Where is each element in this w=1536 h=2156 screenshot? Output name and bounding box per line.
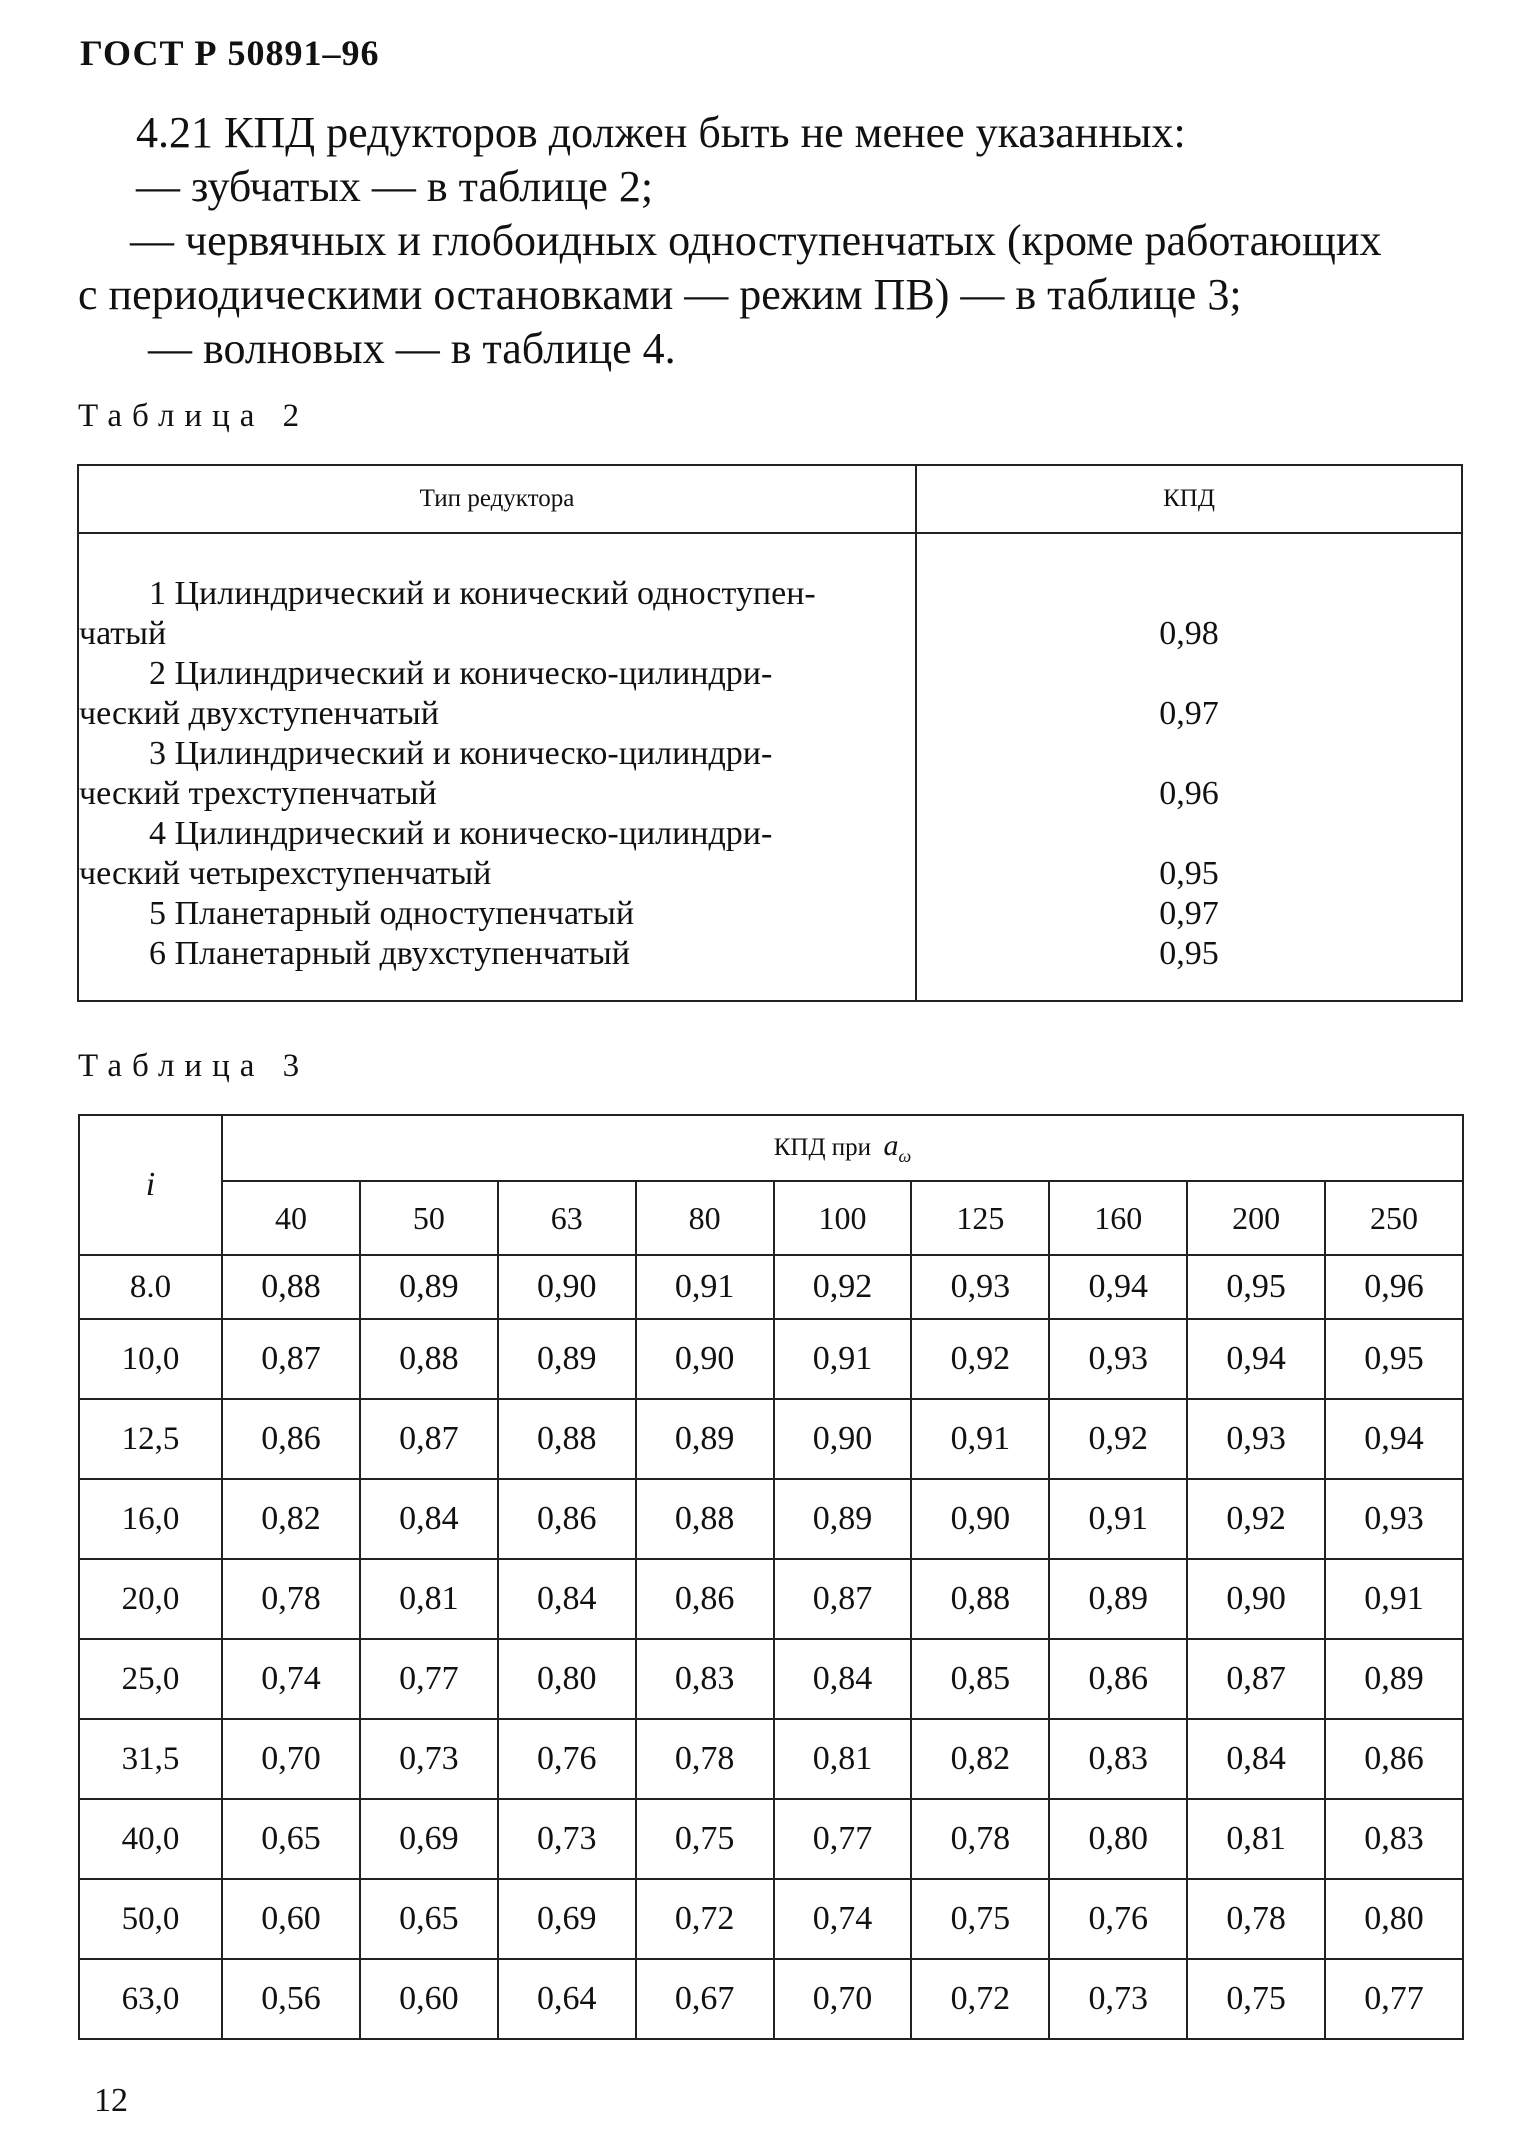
kpd-cell: 0,90 — [1187, 1559, 1325, 1639]
kpd-cell: 0,81 — [774, 1719, 912, 1799]
kpd-cell: 0,93 — [1049, 1319, 1187, 1399]
table3-col-header: 80 — [636, 1181, 774, 1255]
kpd-cell — [916, 934, 1462, 1001]
reducer-type-cell — [78, 934, 916, 1001]
table-row — [79, 1959, 1463, 2039]
kpd-cell: 0,89 — [1049, 1559, 1187, 1639]
table-row — [78, 654, 1462, 734]
table-row — [78, 934, 1462, 1001]
table2 — [77, 464, 1463, 1002]
kpd-value: 0,97 — [1159, 695, 1219, 732]
kpd-cell: 0,88 — [222, 1255, 360, 1319]
ratio-cell: 63,0 — [79, 1959, 222, 2039]
table3-col-header: 100 — [774, 1181, 912, 1255]
kpd-cell — [916, 814, 1462, 894]
kpd-cell: 0,78 — [911, 1799, 1049, 1879]
table-row — [79, 1479, 1463, 1559]
kpd-cell: 0,80 — [498, 1639, 636, 1719]
table3-group-header — [222, 1115, 1463, 1181]
ratio-cell: 16,0 — [79, 1479, 222, 1559]
kpd-cell: 0,91 — [774, 1319, 912, 1399]
kpd-cell: 0,93 — [1187, 1399, 1325, 1479]
reducer-type-line: ческий двухступенчатый — [79, 695, 439, 732]
table3-col-header: 250 — [1325, 1181, 1463, 1255]
table-row — [79, 1399, 1463, 1479]
table3-header-row — [79, 1115, 1463, 1181]
clause-line: — червячных и глобоидных одноступенчатых (кроме работающих — [130, 216, 1382, 265]
reducer-type-line: ческий трехступенчатый — [79, 775, 437, 812]
kpd-cell: 0,67 — [636, 1959, 774, 2039]
table-row — [78, 814, 1462, 894]
table3-col-header: 63 — [498, 1181, 636, 1255]
table-row — [79, 1559, 1463, 1639]
reducer-type-cell — [78, 734, 916, 814]
kpd-cell: 0,74 — [774, 1879, 912, 1959]
kpd-cell: 0,72 — [636, 1879, 774, 1959]
table2-body — [78, 533, 1462, 1001]
kpd-cell: 0,78 — [1187, 1879, 1325, 1959]
kpd-cell: 0,80 — [1325, 1879, 1463, 1959]
kpd-cell: 0,95 — [1187, 1255, 1325, 1319]
kpd-cell: 0,82 — [911, 1719, 1049, 1799]
kpd-cell: 0,88 — [360, 1319, 498, 1399]
kpd-cell: 0,77 — [1325, 1959, 1463, 2039]
ratio-cell: 25,0 — [79, 1639, 222, 1719]
table3-col-header: 125 — [911, 1181, 1049, 1255]
kpd-cell: 0,94 — [1187, 1319, 1325, 1399]
kpd-cell: 0,84 — [498, 1559, 636, 1639]
kpd-cell: 0,90 — [636, 1319, 774, 1399]
kpd-cell: 0,93 — [1325, 1479, 1463, 1559]
ratio-cell: 40,0 — [79, 1799, 222, 1879]
kpd-cell: 0,73 — [360, 1719, 498, 1799]
kpd-cell: 0,89 — [636, 1399, 774, 1479]
symbol-subscript: ω — [898, 1146, 912, 1166]
reducer-type-cell — [78, 533, 916, 654]
table3-body — [79, 1255, 1463, 2039]
kpd-value: 0,96 — [1159, 775, 1219, 812]
kpd-value: 0,95 — [1159, 855, 1219, 892]
kpd-cell: 0,86 — [498, 1479, 636, 1559]
kpd-cell: 0,81 — [1187, 1799, 1325, 1879]
table2-header-row — [78, 465, 1462, 533]
ratio-cell: 8.0 — [79, 1255, 222, 1319]
kpd-cell: 0,84 — [360, 1479, 498, 1559]
kpd-value: 0,97 — [1159, 895, 1219, 932]
kpd-cell: 0,64 — [498, 1959, 636, 2039]
kpd-cell: 0,75 — [1187, 1959, 1325, 2039]
kpd-cell: 0,77 — [360, 1639, 498, 1719]
kpd-cell: 0,87 — [1187, 1639, 1325, 1719]
table-row — [79, 1319, 1463, 1399]
ratio-cell: 12,5 — [79, 1399, 222, 1479]
reducer-type-cell — [78, 894, 916, 934]
table3-col-i — [79, 1115, 222, 1255]
kpd-cell: 0,75 — [636, 1799, 774, 1879]
kpd-cell: 0,88 — [498, 1399, 636, 1479]
kpd-cell: 0,82 — [222, 1479, 360, 1559]
kpd-cell: 0,87 — [222, 1319, 360, 1399]
ratio-symbol: i — [145, 1166, 156, 1203]
kpd-cell: 0,60 — [222, 1879, 360, 1959]
reducer-type-cell — [78, 654, 916, 734]
kpd-cell: 0,65 — [360, 1879, 498, 1959]
group-header-label: КПД при — [773, 1134, 872, 1161]
clause-line: с периодическими остановками — режим ПВ) — в таблице 3; — [78, 270, 1242, 319]
kpd-cell: 0,77 — [774, 1799, 912, 1879]
table3-column-row — [79, 1181, 1463, 1255]
table3-col-header: 50 — [360, 1181, 498, 1255]
kpd-cell: 0,73 — [1049, 1959, 1187, 2039]
kpd-cell: 0,89 — [360, 1255, 498, 1319]
kpd-cell: 0,89 — [1325, 1639, 1463, 1719]
kpd-cell: 0,60 — [360, 1959, 498, 2039]
kpd-cell: 0,94 — [1049, 1255, 1187, 1319]
kpd-cell: 0,80 — [1049, 1799, 1187, 1879]
kpd-cell: 0,86 — [222, 1399, 360, 1479]
table2-caption: Таблица 2 — [78, 398, 310, 434]
table-row — [79, 1639, 1463, 1719]
table-row — [78, 734, 1462, 814]
kpd-value: 0,95 — [1159, 935, 1219, 972]
kpd-cell — [916, 533, 1462, 654]
kpd-cell: 0,78 — [222, 1559, 360, 1639]
kpd-value: 0,98 — [1159, 615, 1219, 652]
kpd-cell: 0,72 — [911, 1959, 1049, 2039]
kpd-cell: 0,69 — [360, 1799, 498, 1879]
ratio-cell: 31,5 — [79, 1719, 222, 1799]
kpd-cell: 0,90 — [498, 1255, 636, 1319]
ratio-cell: 20,0 — [79, 1559, 222, 1639]
kpd-cell: 0,73 — [498, 1799, 636, 1879]
kpd-cell: 0,85 — [911, 1639, 1049, 1719]
kpd-cell: 0,86 — [1049, 1639, 1187, 1719]
kpd-cell: 0,94 — [1325, 1399, 1463, 1479]
kpd-cell: 0,76 — [498, 1719, 636, 1799]
kpd-cell: 0,56 — [222, 1959, 360, 2039]
kpd-cell: 0,86 — [636, 1559, 774, 1639]
kpd-cell: 0,65 — [222, 1799, 360, 1879]
kpd-cell: 0,90 — [911, 1479, 1049, 1559]
kpd-cell — [916, 734, 1462, 814]
kpd-cell: 0,96 — [1325, 1255, 1463, 1319]
page-number: 12 — [94, 2082, 128, 2119]
kpd-cell: 0,83 — [1049, 1719, 1187, 1799]
clause-line: — волновых — в таблице 4. — [148, 324, 676, 373]
kpd-cell: 0,76 — [1049, 1879, 1187, 1959]
table3 — [78, 1114, 1464, 2040]
table-row — [79, 1799, 1463, 1879]
kpd-cell: 0,93 — [911, 1255, 1049, 1319]
kpd-cell: 0,88 — [636, 1479, 774, 1559]
table2-col-type: Тип редуктора — [78, 465, 916, 533]
table3-col-header: 160 — [1049, 1181, 1187, 1255]
kpd-cell: 0,88 — [911, 1559, 1049, 1639]
kpd-cell: 0,89 — [498, 1319, 636, 1399]
table-row — [79, 1879, 1463, 1959]
kpd-cell: 0,86 — [1325, 1719, 1463, 1799]
table2-col-kpd: КПД — [916, 465, 1462, 533]
kpd-cell: 0,69 — [498, 1879, 636, 1959]
kpd-cell: 0,83 — [1325, 1799, 1463, 1879]
table3-caption: Таблица 3 — [78, 1048, 310, 1084]
reducer-type-line: чатый — [79, 615, 167, 652]
kpd-cell: 0,87 — [360, 1399, 498, 1479]
table-row — [79, 1719, 1463, 1799]
reducer-type-line: ческий четырехступенчатый — [79, 855, 492, 892]
reducer-type-line: 4 Цилиндрический и коническо-цилиндри- — [149, 815, 773, 852]
kpd-cell: 0,91 — [636, 1255, 774, 1319]
reducer-type-line: 6 Планетарный двухступенчатый — [149, 935, 630, 972]
kpd-cell: 0,78 — [636, 1719, 774, 1799]
kpd-cell: 0,75 — [911, 1879, 1049, 1959]
kpd-cell: 0,91 — [1325, 1559, 1463, 1639]
kpd-cell: 0,74 — [222, 1639, 360, 1719]
kpd-cell: 0,92 — [911, 1319, 1049, 1399]
kpd-cell: 0,84 — [1187, 1719, 1325, 1799]
kpd-cell: 0,92 — [1187, 1479, 1325, 1559]
kpd-cell: 0,91 — [911, 1399, 1049, 1479]
kpd-cell: 0,70 — [774, 1959, 912, 2039]
document-header: ГОСТ Р 50891–96 — [80, 33, 380, 73]
ratio-cell: 10,0 — [79, 1319, 222, 1399]
kpd-cell — [916, 894, 1462, 934]
kpd-cell: 0,92 — [774, 1255, 912, 1319]
reducer-type-line: 1 Цилиндрический и конический одноступен- — [149, 575, 816, 612]
table-row — [78, 894, 1462, 934]
kpd-cell: 0,83 — [636, 1639, 774, 1719]
kpd-cell: 0,84 — [774, 1639, 912, 1719]
kpd-cell: 0,81 — [360, 1559, 498, 1639]
clause-line: 4.21 КПД редукторов должен быть не менее указанных: — [136, 108, 1186, 157]
reducer-type-cell — [78, 814, 916, 894]
kpd-cell — [916, 654, 1462, 734]
kpd-cell: 0,95 — [1325, 1319, 1463, 1399]
kpd-cell: 0,91 — [1049, 1479, 1187, 1559]
reducer-type-line: 2 Цилиндрический и коническо-цилиндри- — [149, 655, 773, 692]
clause-line: — зубчатых — в таблице 2; — [136, 162, 654, 211]
ratio-cell: 50,0 — [79, 1879, 222, 1959]
table3-col-header: 40 — [222, 1181, 360, 1255]
kpd-cell: 0,87 — [774, 1559, 912, 1639]
table-row — [79, 1255, 1463, 1319]
kpd-cell: 0,92 — [1049, 1399, 1187, 1479]
table-row — [78, 533, 1462, 654]
reducer-type-line: 5 Планетарный одноступенчатый — [149, 895, 635, 932]
reducer-type-line: 3 Цилиндрический и коническо-цилиндри- — [149, 735, 773, 772]
kpd-cell: 0,90 — [774, 1399, 912, 1479]
center-distance-symbol — [883, 1129, 912, 1166]
kpd-cell: 0,89 — [774, 1479, 912, 1559]
clause-text — [78, 106, 1478, 376]
table3-col-header: 200 — [1187, 1181, 1325, 1255]
symbol-a: a — [883, 1129, 899, 1162]
kpd-cell: 0,70 — [222, 1719, 360, 1799]
